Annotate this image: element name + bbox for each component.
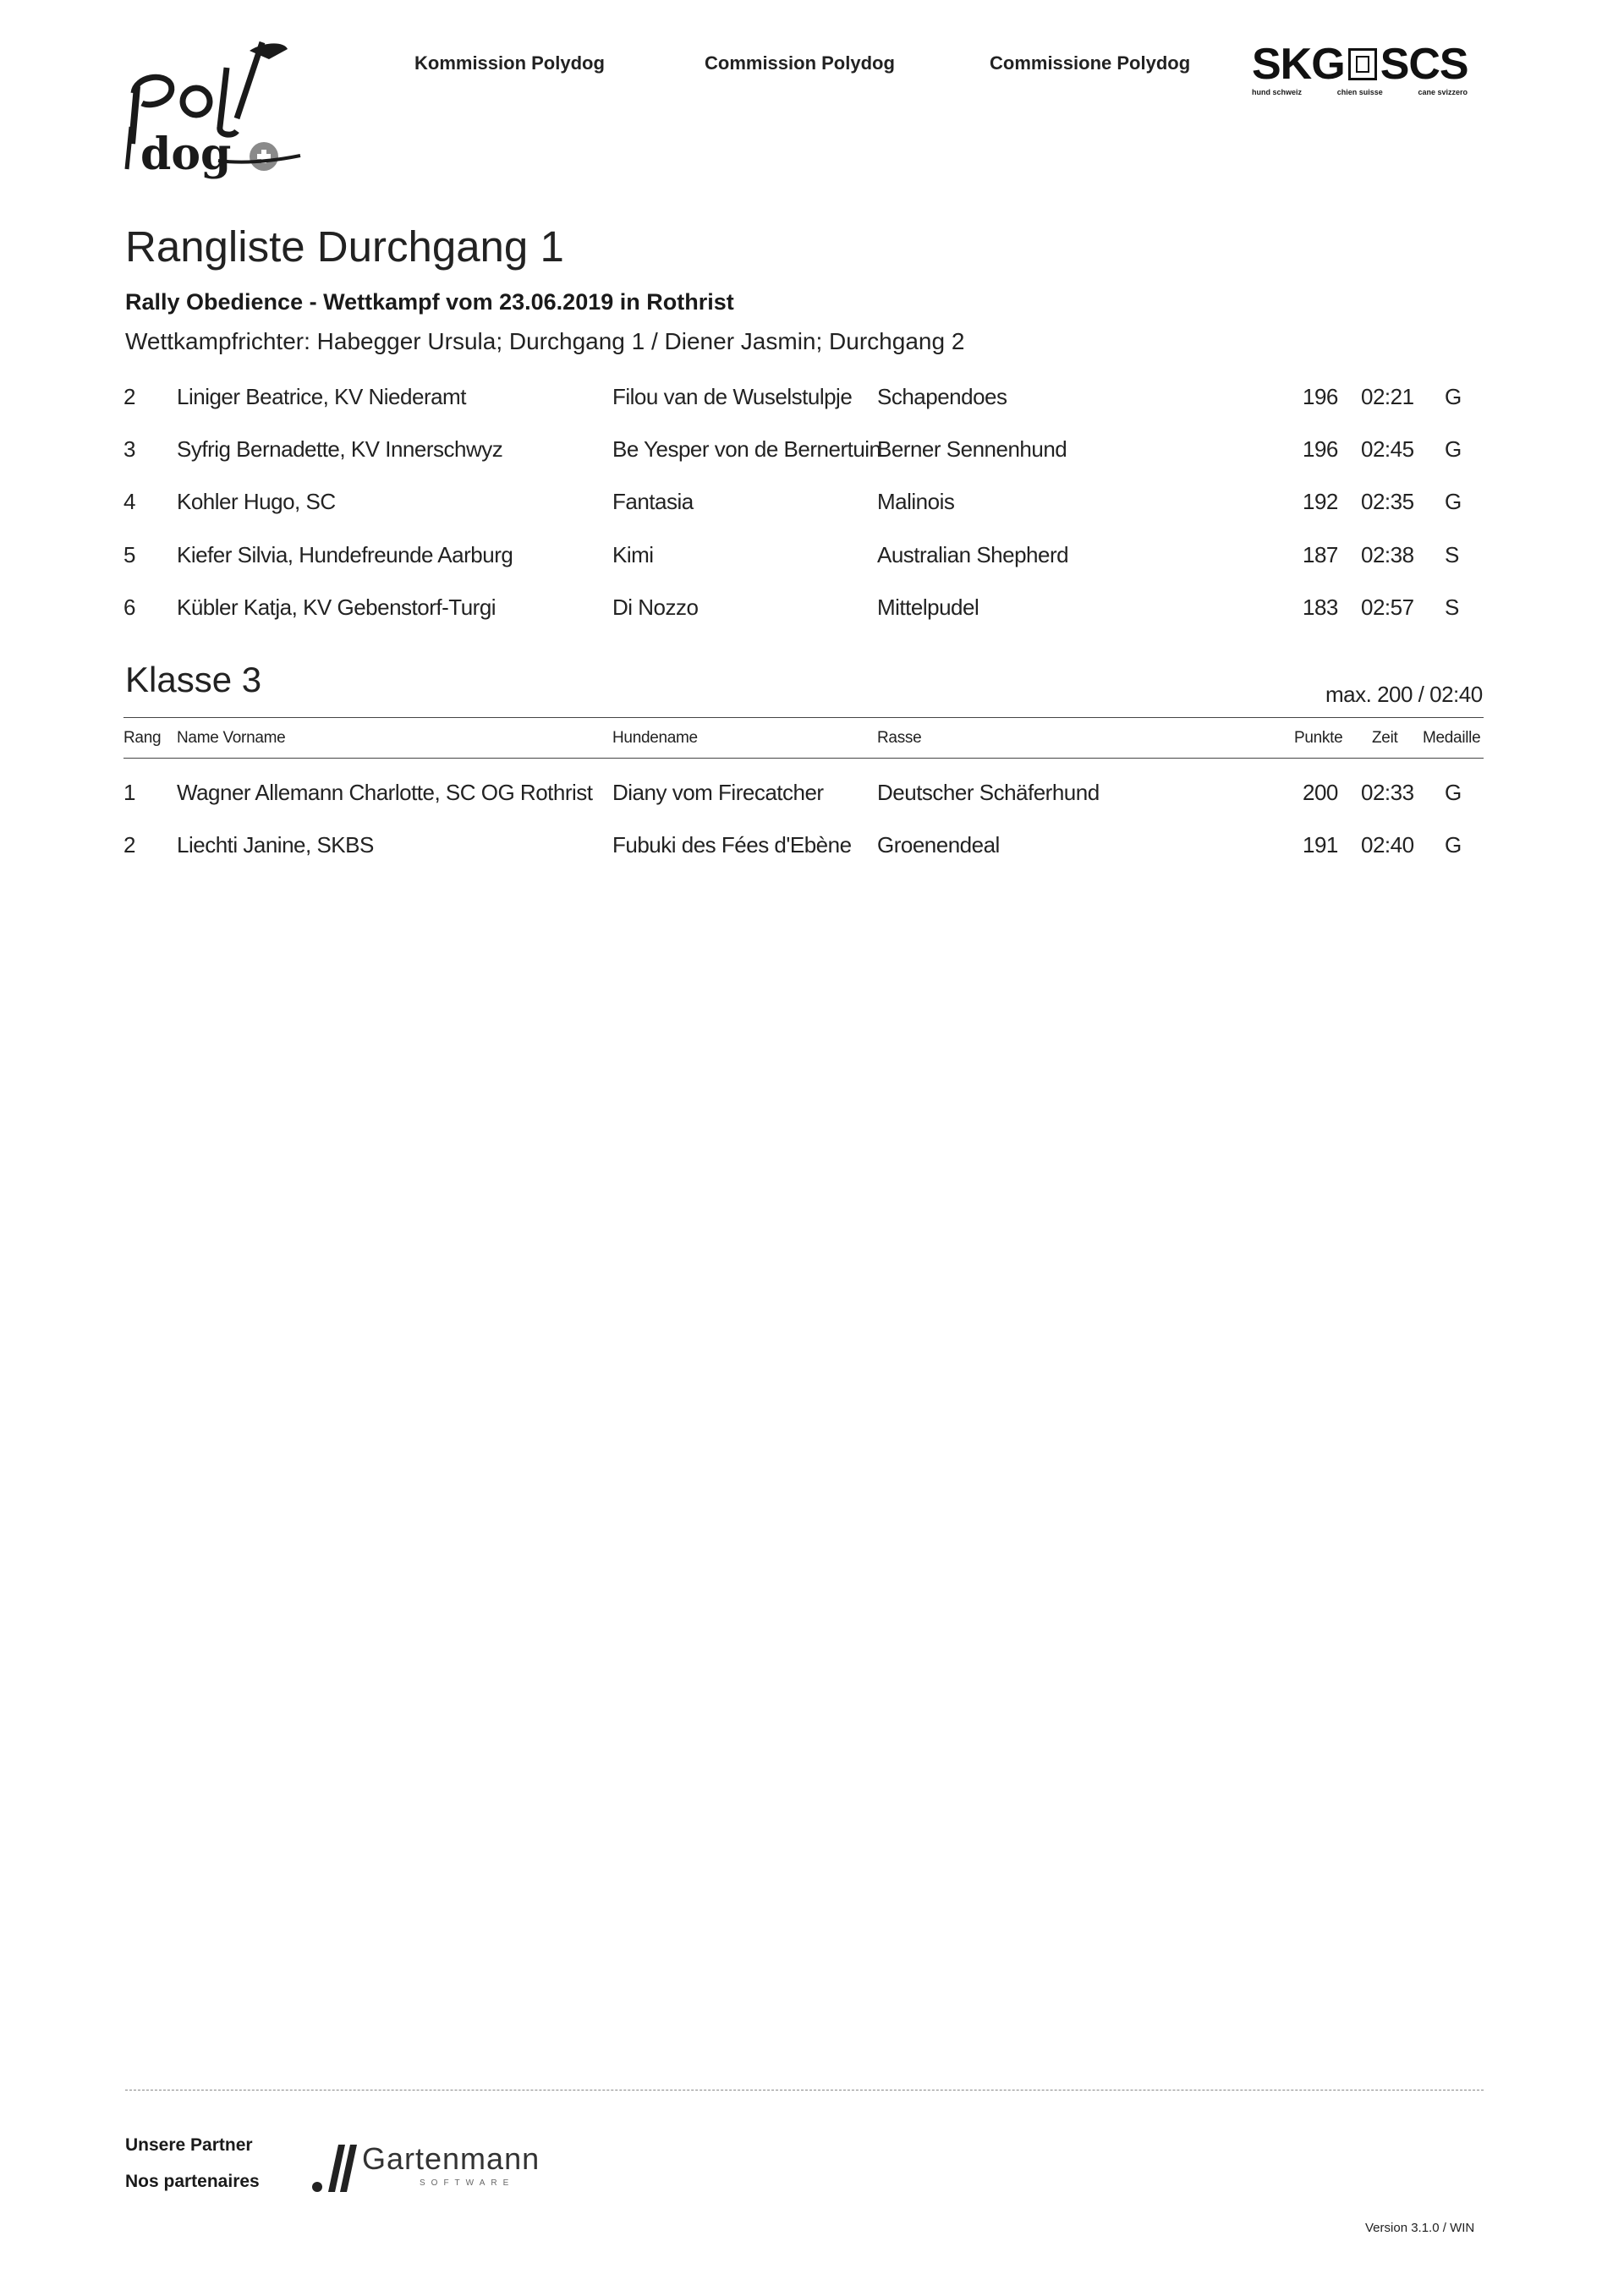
page-title: Rangliste Durchgang 1 xyxy=(125,222,564,271)
zeit-cell: 02:21 xyxy=(1361,384,1414,409)
rasse-cell: Mittelpudel xyxy=(877,595,979,620)
skg-logo-right: SCS xyxy=(1380,40,1468,89)
col-zeit: Zeit xyxy=(1372,729,1398,747)
punkte-cell: 196 xyxy=(1303,436,1338,462)
table-row xyxy=(0,436,1624,470)
rang-cell: 3 xyxy=(123,436,135,462)
zeit-cell: 02:57 xyxy=(1361,595,1414,620)
skg-logo-left: SKG xyxy=(1252,40,1345,89)
col-rasse: Rasse xyxy=(877,729,922,747)
rasse-cell: Malinois xyxy=(877,489,955,514)
header-rule-top xyxy=(123,717,1484,718)
name-cell: Wagner Allemann Charlotte, SC OG Rothrist xyxy=(177,780,593,805)
medaille-cell: S xyxy=(1445,542,1459,567)
version-label: Version 3.1.0 / WIN xyxy=(1365,2221,1475,2235)
table-row xyxy=(0,780,1624,814)
punkte-cell: 183 xyxy=(1303,595,1338,620)
polydog-logo xyxy=(118,34,321,186)
punkte-cell: 192 xyxy=(1303,489,1338,514)
medaille-cell: G xyxy=(1445,832,1462,858)
col-rang: Rang xyxy=(123,729,162,747)
table-row xyxy=(0,595,1624,628)
footer-rule xyxy=(125,2090,1484,2091)
col-punkte: Punkte xyxy=(1294,729,1343,747)
hund-cell: Fantasia xyxy=(612,489,694,514)
hund-cell: Diany vom Firecatcher xyxy=(612,780,824,805)
medaille-cell: G xyxy=(1445,780,1462,805)
rang-cell: 2 xyxy=(123,384,135,409)
name-cell: Liechti Janine, SKBS xyxy=(177,832,374,858)
rasse-cell: Berner Sennenhund xyxy=(877,436,1067,462)
kennel-icon xyxy=(1348,48,1377,80)
name-cell: Kohler Hugo, SC xyxy=(177,489,336,514)
skg-sub-fr: chien suisse xyxy=(1336,88,1383,96)
partner-label-de: Unsere Partner xyxy=(125,2135,253,2155)
punkte-cell: 187 xyxy=(1303,542,1338,567)
commission-de: Kommission Polydog xyxy=(414,52,605,74)
commission-it: Commissione Polydog xyxy=(990,52,1191,74)
rang-cell: 5 xyxy=(123,542,135,567)
skg-sub-de: hund schweiz xyxy=(1252,88,1303,96)
name-cell: Syfrig Bernadette, KV Innerschwyz xyxy=(177,436,503,462)
rasse-cell: Australian Shepherd xyxy=(877,542,1069,567)
class-title: Klasse 3 xyxy=(125,660,262,699)
hund-cell: Kimi xyxy=(612,542,654,567)
skg-sub-it: cane svizzero xyxy=(1418,88,1468,96)
name-cell: Kiefer Silvia, Hundefreunde Aarburg xyxy=(177,542,513,567)
zeit-cell: 02:45 xyxy=(1361,436,1414,462)
medaille-cell: G xyxy=(1445,384,1462,409)
punkte-cell: 200 xyxy=(1303,780,1338,805)
hund-cell: Filou van de Wuselstulpje xyxy=(612,384,853,409)
sponsor-sub: SOFTWARE xyxy=(420,2178,515,2188)
table-row xyxy=(0,489,1624,523)
gartenmann-logo xyxy=(310,2138,546,2199)
max-score-time: max. 200 / 02:40 xyxy=(1325,682,1483,707)
rang-cell: 1 xyxy=(123,780,135,805)
punkte-cell: 191 xyxy=(1303,832,1338,858)
zeit-cell: 02:33 xyxy=(1361,780,1414,805)
event-subtitle: Rally Obedience - Wettkampf vom 23.06.2019 in Rothrist xyxy=(125,289,734,315)
rasse-cell: Deutscher Schäferhund xyxy=(877,780,1100,805)
punkte-cell: 196 xyxy=(1303,384,1338,409)
sponsor-name: Gartenmann xyxy=(362,2141,540,2176)
zeit-cell: 02:35 xyxy=(1361,489,1414,514)
hund-cell: Di Nozzo xyxy=(612,595,699,620)
zeit-cell: 02:40 xyxy=(1361,832,1414,858)
hund-cell: Be Yesper von de Bernertuin xyxy=(612,436,881,462)
rasse-cell: Schapendoes xyxy=(877,384,1007,409)
medaille-cell: G xyxy=(1445,489,1462,514)
table-row xyxy=(0,384,1624,418)
rang-cell: 2 xyxy=(123,832,135,858)
col-hund: Hundename xyxy=(612,729,698,747)
judges-line: Wettkampfrichter: Habegger Ursula; Durchgang 1 / Diener Jasmin; Durchgang 2 xyxy=(125,328,965,354)
col-name: Name Vorname xyxy=(177,729,286,747)
rang-cell: 4 xyxy=(123,489,135,514)
col-medaille: Medaille xyxy=(1423,729,1481,747)
header-rule-bottom xyxy=(123,758,1484,759)
hund-cell: Fubuki des Fées d'Ebène xyxy=(612,832,852,858)
partner-label-fr: Nos partenaires xyxy=(125,2172,260,2191)
svg-text:dog: dog xyxy=(140,129,232,180)
zeit-cell: 02:38 xyxy=(1361,542,1414,567)
gartenmann-mark-icon xyxy=(310,2138,360,2197)
rasse-cell: Groenendeal xyxy=(877,832,1000,858)
name-cell: Liniger Beatrice, KV Niederamt xyxy=(177,384,466,409)
medaille-cell: S xyxy=(1445,595,1459,620)
name-cell: Kübler Katja, KV Gebenstorf-Turgi xyxy=(177,595,497,620)
skg-logo xyxy=(1252,42,1480,96)
commission-fr: Commission Polydog xyxy=(705,52,895,74)
medaille-cell: G xyxy=(1445,436,1462,462)
table-row xyxy=(0,832,1624,866)
rang-cell: 6 xyxy=(123,595,135,620)
table-row xyxy=(0,542,1624,576)
